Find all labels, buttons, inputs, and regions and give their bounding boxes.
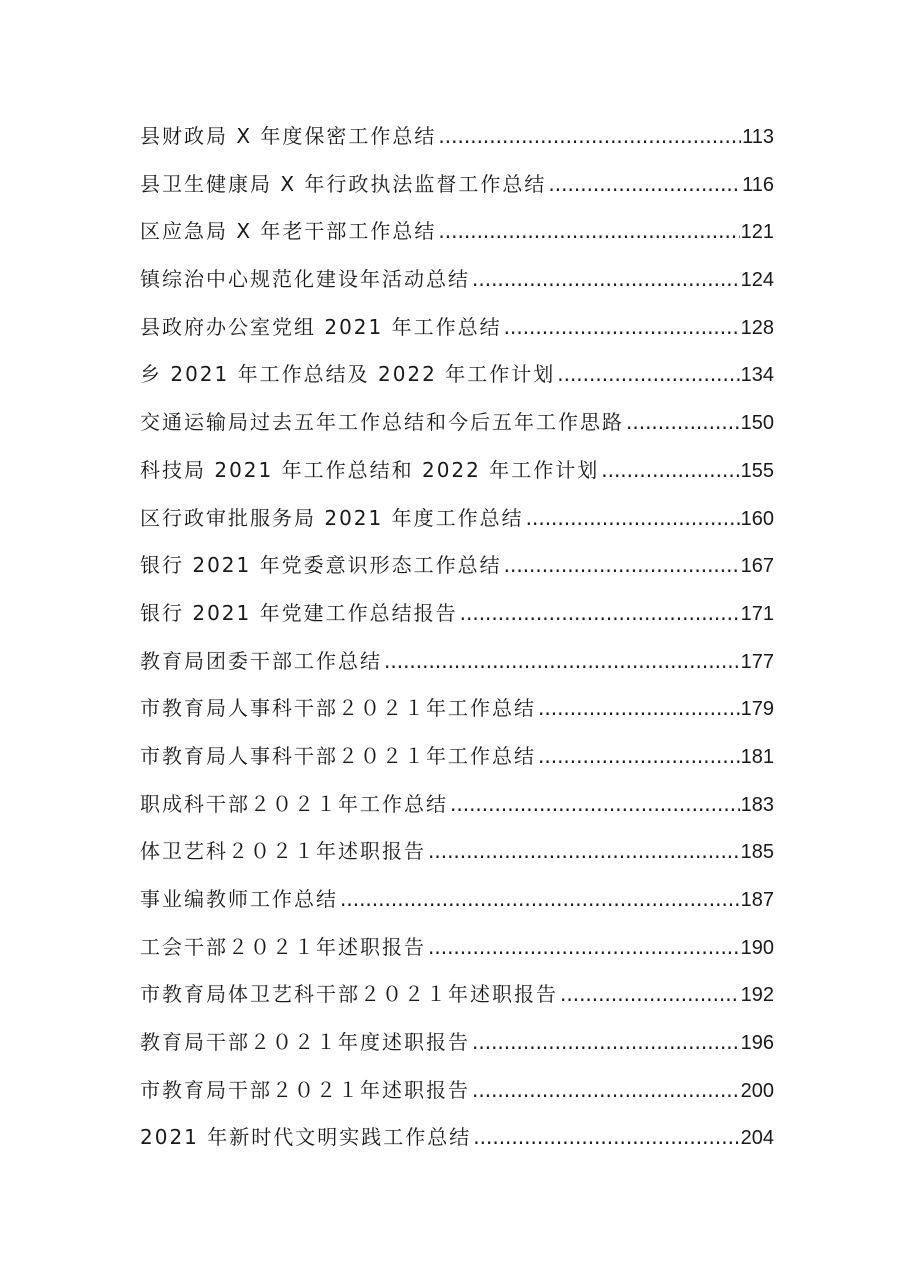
toc-entry[interactable] — [140, 549, 774, 597]
toc-entry[interactable] — [140, 835, 774, 883]
toc-entry[interactable] — [140, 978, 774, 1026]
toc-entry-title: 市教育局人事科干部２０２１年工作总结 — [140, 743, 536, 768]
toc-entry-title: 乡 2021 年工作总结及 2022 年工作计划 — [140, 362, 556, 387]
toc-entry[interactable] — [140, 168, 774, 216]
toc-entry-title: 工会干部２０２１年述职报告 — [140, 934, 426, 959]
toc-entry[interactable] — [140, 263, 774, 311]
dot-leader — [340, 887, 740, 911]
toc-entry[interactable] — [140, 1074, 774, 1122]
toc-entry-page-number: 179 — [740, 698, 774, 721]
toc-entry-title: 市教育局干部２０２１年述职报告 — [140, 1077, 470, 1102]
dot-leader — [504, 553, 740, 577]
toc-entry-page-number: 190 — [740, 936, 774, 959]
toc-entry[interactable] — [140, 311, 774, 359]
toc-entry-page-number: 187 — [740, 889, 774, 911]
toc-entry-page-number: 181 — [740, 745, 774, 768]
dot-leader — [560, 982, 740, 1006]
toc-entry-page-number: 196 — [740, 1032, 774, 1055]
dot-leader — [460, 601, 740, 625]
toc-entry-page-number: 204 — [740, 1127, 774, 1150]
table-of-contents — [140, 120, 774, 1169]
toc-entry-title: 县财政局 X 年度保密工作总结 — [140, 124, 437, 148]
toc-entry-page-number: 192 — [740, 984, 774, 1007]
toc-entry-title: 镇综治中心规范化建设年活动总结 — [140, 267, 470, 292]
toc-entry[interactable] — [140, 645, 774, 693]
toc-entry-page-number: 185 — [740, 841, 774, 864]
toc-entry[interactable] — [140, 597, 774, 645]
dot-leader — [472, 267, 740, 291]
toc-entry-title: 教育局干部２０２１年度述职报告 — [140, 1030, 470, 1055]
dot-leader — [538, 744, 740, 768]
dot-leader — [601, 458, 739, 482]
dot-leader — [384, 649, 740, 673]
toc-entry[interactable] — [140, 215, 774, 263]
toc-entry[interactable] — [140, 406, 774, 454]
dot-leader — [548, 172, 741, 196]
toc-entry[interactable] — [140, 502, 774, 550]
dot-leader — [538, 696, 740, 720]
dot-leader — [557, 362, 739, 386]
toc-entry-page-number: 167 — [740, 555, 774, 578]
dot-leader — [472, 1078, 740, 1102]
toc-entry-title: 交通运输局过去五年工作总结和今后五年工作思路 — [140, 410, 624, 435]
toc-entry-page-number: 124 — [740, 269, 774, 292]
dot-leader — [473, 1125, 739, 1149]
toc-entry-title: 区应急局 X 年老干部工作总结 — [140, 219, 437, 244]
dot-leader — [438, 124, 741, 148]
toc-entry-title: 2021 年新时代文明实践工作总结 — [140, 1125, 472, 1150]
toc-entry-title: 市教育局体卫艺科干部２０２１年述职报告 — [140, 982, 558, 1007]
toc-entry-page-number: 177 — [740, 650, 774, 673]
toc-entry-title: 体卫艺科２０２１年述职报告 — [140, 839, 426, 864]
toc-entry-page-number: 128 — [740, 316, 774, 339]
dot-leader — [626, 410, 740, 434]
toc-entry-title: 事业编教师工作总结 — [140, 887, 338, 911]
toc-entry[interactable] — [140, 931, 774, 979]
toc-entry-title: 县政府办公室党组 2021 年工作总结 — [140, 314, 502, 339]
toc-entry-page-number: 113 — [742, 126, 774, 148]
toc-entry[interactable] — [140, 740, 774, 788]
toc-entry-title: 银行 2021 年党委意识形态工作总结 — [140, 553, 502, 578]
toc-entry-page-number: 116 — [742, 173, 774, 196]
toc-entry[interactable] — [140, 454, 774, 502]
toc-entry-title: 教育局团委干部工作总结 — [140, 648, 382, 673]
toc-entry[interactable] — [140, 883, 774, 931]
dot-leader — [472, 1030, 740, 1054]
toc-entry-title: 职成科干部２０２１年工作总结 — [140, 791, 448, 816]
toc-entry[interactable] — [140, 1121, 774, 1169]
dot-leader — [504, 315, 740, 339]
toc-entry-title: 县卫生健康局 X 年行政执法监督工作总结 — [140, 171, 547, 196]
dot-leader — [428, 839, 740, 863]
toc-entry-title: 银行 2021 年党建工作总结报告 — [140, 600, 458, 625]
toc-entry-page-number: 121 — [740, 221, 774, 244]
toc-entry-page-number: 150 — [740, 412, 774, 435]
toc-entry-page-number: 200 — [740, 1079, 774, 1102]
toc-entry[interactable] — [140, 1026, 774, 1074]
toc-entry-title: 科技局 2021 年工作总结和 2022 年工作计划 — [140, 457, 600, 482]
toc-entry-page-number: 160 — [740, 507, 774, 530]
toc-entry[interactable] — [140, 358, 774, 406]
toc-entry-page-number: 155 — [740, 459, 774, 482]
dot-leader — [428, 935, 740, 959]
toc-entry[interactable] — [140, 120, 774, 168]
toc-entry-page-number: 134 — [740, 364, 774, 387]
toc-entry[interactable] — [140, 788, 774, 836]
toc-entry-page-number: 183 — [740, 793, 774, 816]
toc-entry-page-number: 171 — [740, 602, 774, 625]
toc-entry[interactable] — [140, 692, 774, 740]
toc-entry-title: 市教育局人事科干部２０２１年工作总结 — [140, 696, 536, 721]
toc-entry-title: 区行政审批服务局 2021 年度工作总结 — [140, 505, 524, 530]
dot-leader — [526, 506, 740, 530]
dot-leader — [438, 219, 739, 243]
dot-leader — [450, 792, 740, 816]
